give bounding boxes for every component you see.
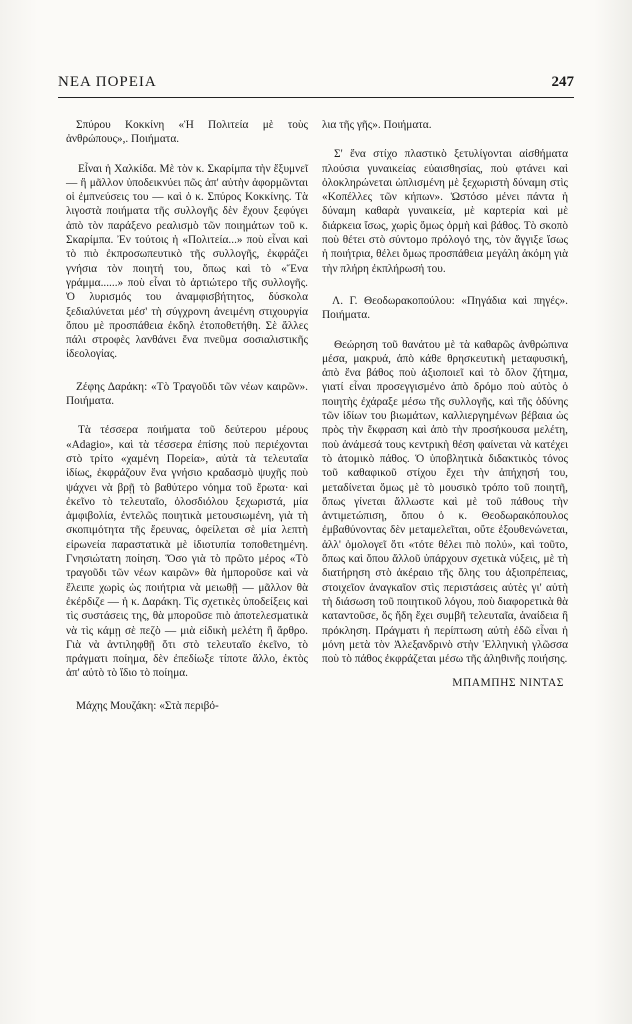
right-column <box>322 118 568 691</box>
header-rule <box>58 97 574 98</box>
page-number: 247 <box>551 74 574 90</box>
book-reference-theodorakopoulou: Λ. Γ. Θεοδωρακοπούλου: «Πηγάδια καὶ πηγές». Ποιήματα. <box>322 294 568 322</box>
author-signature: ΜΠΑΜΠΗΣ ΝΙΝΤΑΣ <box>452 677 564 690</box>
review-theodorakopoulou: Θεώρηση τοῦ θανάτου μὲ τὰ καθαρῶς ἀνθρώπινα μέσα, μακρυά, ἀπὸ κάθε θρησκευτικὴ μεταφυσική, ἀπὸ ἕνα βάθος ποὺ ἀξιοποιεῖ καὶ τὸ ὅλον ζήτημα, γιατί εἶναι προσεγγισμένο ἀπὸ δρόμο ποὺ αὐτὸς ὁ ποιητὴς ἐχάραξε μέσω τῆς συλλογῆς, καὶ τῆς ὀδύνης τῶν ἰδίων του βιωμάτων, καλλιεργημένων βέβαια ὡς πρὸς τὴν ἔκφραση καὶ ἀπὸ τὴν προσήκουσα μελέτη, ποὺ ἀνάμεσά τους κεντρικὴ θέση φαίνεται νὰ κατέχει τὸ ἀτομικὸ πάθος. Ὁ ὑποβλητικὰ διδακτικὸς τόνος τοῦ καθαφικοῦ στίχου ἔχει τὴν ἀπήχησή του, μεταδίνεται ὅμως μὲ τὸ μουσικὸ τρόπο τοῦ ποιητῆ, ὅπως γίνεται ἄλλωστε καὶ μὲ τοῦ πάθους τὴν ἀντιμετώπιση, ὅπου ὁ κ. Θεοδωρακόπουλος ἐμβαθύνοντας δὲν μεταμελεῖται, οὔτε ἐξουθενώνεται, ἀλλ' ὁμολογεῖ ὅτι «τότε θέλει πιὸ πολύ», καὶ τοῦτο, ὅπως καὶ ὅπου ἄλλοῦ ὑπάρχουν σχετικὰ νύξεις, μὲ τὴ διατήρηση στὸ ἀκέραιο τῆς ὅλης του ἀξιοπρέπειας, στοιχεῖον ἀναγκαῖον στὶς περιστάσεις αὐτὲς γι' αὐτὴ τὴ διάσωση τοῦ ποιητικοῦ λόγου, ποὺ διαφορετικὰ θὰ καταντοῦσε, ὅς ἤδη ἔχει συμβῆ τελευταῖα, ἀναίδεια ἢ πρόκληση. Πράγματι ἡ περίπτωση αὐτὴ ἐδῶ εἶναι ἡ μόνη μετὰ τὸν Ἀλεξανδρινὸ στὴν Ἑλληνικὴ γλῶσσα ποὺ τὸ πάθος ἐκφράζεται μέσω τῆς ἀληθινῆς ποιήσης. <box>322 338 568 666</box>
review-daraki: Τὰ τέσσερα ποιήματα τοῦ δεύτερου μέρους «Adagio», καὶ τὰ τέσσερα ἐπίσης ποὺ περιέχονται στὸ τρίτο «χαμένη Πορεία», αὐτὰ τὰ τελευταῖα ἰδίως, ἐκφράζουν ἕνα γνήσιο κραδασμὸ ψυχῆς ποὺ ψάχνει νὰ βρῇ τὸ βαθύτερο νόημα τοῦ ἔρωτα· καὶ ἐκεῖνο τὸ τελευταῖο, ὁλοσδιόλου ξεχωριστά, μία ἀμφιβολία, ἐντελῶς ποιητικὰ μετουσιωμένη, γιὰ τὴ σκοπιμότητα τῆς ἔρευνας, ὀφείλεται σὲ μία λεπτὴ εἰρωνεία παραστατικὰ μὲ ἰδιοτυπία τοποθετημένη. Γνησιώτατη ποίηση. Ὅσο γιὰ τὸ πρῶτο μέρος «Τὸ τραγοῦδι τῶν νέων καιρῶν» θὰ ἠμποροῦσε καὶ νὰ ἔλειπε χωρὶς ὡς ποιήτρια νὰ μειωθῇ — μᾶλλον θὰ ἐκέρδιζε — ἡ κ. Δαράκη. Τὶς σχετικὲς ὑποδείξεις καὶ τὶς συστάσεις της, θὰ μποροῦσε πιὸ ἀποτελεσματικὰ νὰ τὶς κάμῃ σὲ πεζὸ — μιὰ εἰδικὴ μελέτη ἢ ἄρθρο. Γιὰ νὰ ἀντιληφθῇ ὅτι στὸ τελευταῖο ἐκεῖνο, τὸ πράγματι ποίημα, δὲν ἐπεδίωξε τίποτε ἄλλο, ἐκτὸς ἀπ' αὐτὸ τὸ ἴδιο τὸ ποίημα. <box>66 424 308 680</box>
book-reference-mouzaki-end: λια τῆς γῆς». Ποιήματα. <box>322 119 432 131</box>
review-kokkinis: Εἶναι ἡ Χαλκίδα. Μὲ τὸν κ. Σκαρίμπα τὴν ἔξυμνεῖ — ἢ μᾶλλον ὑποδεικνύει πῶς ἀπ' αὐτὴν ἀφορμῶνται οἱ ἐμπνεύσεις του — καὶ ὁ κ. Σπύρος Κοκκίνης. Τὰ λιγοστὰ ποιήματα τῆς συλλογῆς δὲν ἔχουν ξεφύγει ἀπὸ τὸν παράξενο ρεαλισμὸ τῶν ποιημάτων τοῦ κ. Σκαρίμπα. Ἐν τούτοις ἡ «Πολιτεία...» ποὺ εἶναι καὶ τὸ πιὸ ἐκπροσωπευτικὸ τῆς συλλογῆς, ἐκφράζει γνήσια τὸν ποιητή του, ὅπως καὶ τὸ «Ἕνα γράμμα......» ποὺ εἶναι τὸ ἀρτιώτερο τῆς συλλογῆς. Ὁ λυρισμός του ἀναμφισβήτητος, δύσκολα ξεδιαλύνεται μέσ' τὴ σύγχρονη ἀνειμένη στιχουργία ὅπου μὲ προσπάθεια ἐκδηλ ἐτοποθετήθη. Σὲ ἄλλες πάλι στροφὲς λανθάνει ἕνα πνεῦμα σοσιαλιστικῆς ἰδεολογίας. <box>66 162 308 361</box>
journal-title: ΝΕΑ ΠΟΡΕΙΑ <box>58 74 157 90</box>
left-column <box>66 118 308 713</box>
book-reference-daraki: Ζέφης Δαράκη: «Τὸ Τραγοῦδι τῶν νέων καιρῶν». Ποιήματα. <box>66 380 308 408</box>
book-reference-mouzaki-start: Μάχης Μουζάκη: «Στὰ περιβό- <box>76 699 219 712</box>
running-header <box>58 74 574 94</box>
book-reference-kokkinis: Σπύρου Κοκκίνη «Ἡ Πολιτεία μὲ τοὺς ἀνθρώπους»,. Ποιήματα. <box>66 119 308 146</box>
review-mouzaki: Σ' ἕνα στίχο πλαστικὸ ξετυλίγονται αἰσθήματα πλούσια γυναικείας εὐαισθησίας, ποὺ φτάνει καὶ ὁλοκληρώνεται ὡπλισμένη μὲ ξεχωριστὴ δύναμη στὶς «Κοπέλλες τῶν κήπων». Ὡστόσο μένει πάντα ἡ δύναμη καθαρὰ γυναικεία, μὲ καρτερία καὶ μὲ διάρκεια ἴσως, χωρὶς ὅμως ὁρμὴ καὶ βάθος. Τὸ σκοπὸ ποὺ θέτει στὸ σύντομο πρόλογό της, τὸν ἄγγιξε ἴσως ἡ ποιήτρια, θέλει ὅμως προσπάθεια μεγάλη ἀκόμη γιὰ τὴν πλήρη ἐκπλήρωσή του. <box>322 148 568 275</box>
